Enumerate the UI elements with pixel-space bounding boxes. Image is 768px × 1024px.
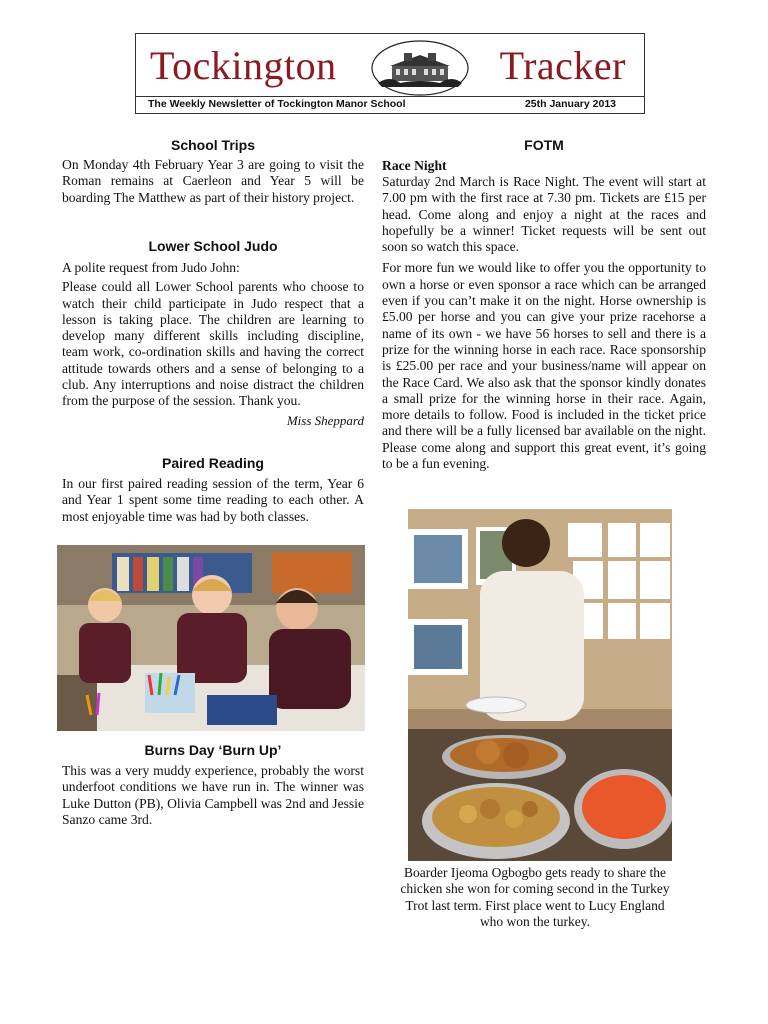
- school-trips-heading: School Trips: [170, 137, 255, 153]
- paired-reading-text: In our first paired reading session of the term, Year 6 and Year 1 spent some time reading to each other. A most enjoyable time was had by both classes.: [62, 476, 364, 524]
- boarder-photo-caption: Boarder Ijeoma Ogbogbo gets ready to share the chicken she won for coming second in the Turkey Trot last term. First place went to Lucy England who won the turkey.: [400, 865, 670, 930]
- race-night-paragraph-2: For more fun we would like to offer you the opportunity to own a horse or even sponsor a race which can be arranged even if you can’t make it on the night. Horse ownership is £5.00 per horse and you can give your prize racehorse a name of its own - we have 56 horses to sell and there is a prize for the winning horse in each race. Race sponsorship is £25.00 per race and your business/name will appear on the Race Card. We also ask that the sponsor kindly donates a small prize for the winning horse in their race. Again, more details to follow. Food is included in the ticket price and there will be a fully licensed bar available on the night. Please come along and support this great event, it’s going to be a fun evening.: [382, 260, 706, 472]
- issue-date: 25th January 2013: [524, 98, 616, 110]
- school-trips-text: On Monday 4th February Year 3 are going to visit the Roman remains at Caerleon and Year 5 will be boarding The Matthew as part of their history project.: [62, 157, 364, 205]
- masthead-title-left: Tockington: [150, 43, 337, 88]
- paired-reading-photo: [57, 545, 365, 731]
- race-night-paragraph-1: Saturday 2nd March is Race Night. The event will start at 7.00 pm with the first race at 7.30 pm. Tickets are £15 per head. Come along and enjoy a night at the races and hopefully be a winner! Ticket requests will be sent out soon so watch this space.: [382, 174, 706, 255]
- burns-day-heading: Burns Day ‘Burn Up’: [144, 742, 282, 758]
- judo-section: [62, 238, 364, 429]
- burns-day-section: [62, 742, 364, 828]
- masthead: [135, 33, 645, 114]
- paired-reading-heading: Paired Reading: [162, 455, 264, 471]
- judo-signature: Miss Sheppard: [286, 412, 364, 428]
- school-building-emblem-icon: [370, 39, 470, 97]
- masthead-divider: [136, 96, 644, 97]
- fotm-section: [382, 137, 706, 472]
- masthead-subtitle: The Weekly Newsletter of Tockington Manor School: [148, 98, 406, 110]
- left-column: [62, 137, 364, 206]
- burns-day-text: This was a very muddy experience, probably the worst underfoot conditions we have run in. The winner was Luke Dutton (PB), Olivia Campbell was 2nd and Jessie Sanzo came 3rd.: [62, 763, 364, 827]
- boarder-photo: [408, 509, 672, 861]
- judo-intro: A polite request from Judo John:: [62, 260, 240, 275]
- race-night-subheading: Race Night: [382, 158, 447, 173]
- paired-reading-section: [62, 455, 364, 525]
- fotm-heading: FOTM: [524, 137, 564, 153]
- masthead-title-right: Tracker: [499, 43, 626, 88]
- judo-heading: Lower School Judo: [148, 238, 278, 254]
- judo-text: Please could all Lower School parents who choose to watch their child participate in Judo respect that a lesson is taking place. The children are learning to develop many different skills including discipline, team work, co-ordination skills and having the correct attitude towards others and a sense of belonging to a club. Any interruptions and noise distract the children from the purpose of the session. Thank you.: [62, 279, 364, 409]
